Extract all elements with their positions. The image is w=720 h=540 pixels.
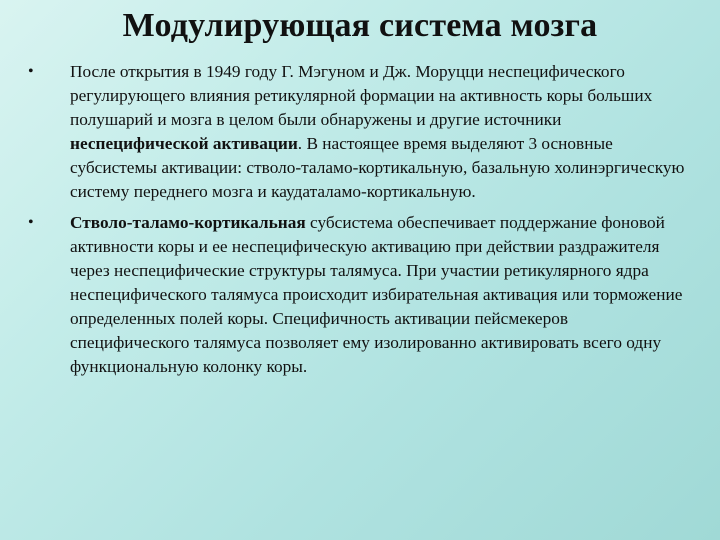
bullet-list — [28, 60, 688, 385]
bullet-marker: • — [28, 213, 34, 231]
bullet-item-discovery — [28, 60, 688, 205]
bullet-text: После открытия в 1949 году Г. Мэгуном и Дж. Моруцци неспецифического регулирующего влияния ретикулярной формации на активность коры больших полушарий и мозга в целом были обнаружены и другие источники — [70, 62, 653, 130]
bullet-emphasis: Стволо-таламо-кортикальная — [70, 212, 306, 232]
bullet-text: субсистема обеспечивает поддержание фоновой активности коры и ее неспецифическую активацию при действии раздражителя через неспецифические структуры талямуса. При участии ретикулярного ядра неспецифического талямуса происходит избирательная активация или торможение определенных полей коры. Специфичность активации пейсмекеров специфического талямуса позволяет ему изолированно активировать всего одну функциональную колонку коры. — [70, 212, 683, 377]
bullet-item-stem-thalamo-cortical — [28, 211, 688, 380]
bullet-text: . В настоящее время выделяют 3 основные субсистемы активации: стволо-таламо-кортикальную, базальную холинэргическую систему переднего мозга и каудаталамо-кортикальную. — [70, 134, 685, 202]
bullet-emphasis: неспецифической активации — [70, 134, 298, 154]
bullet-marker: • — [28, 63, 34, 80]
slide-title: Модулирующая система мозга — [122, 7, 598, 44]
